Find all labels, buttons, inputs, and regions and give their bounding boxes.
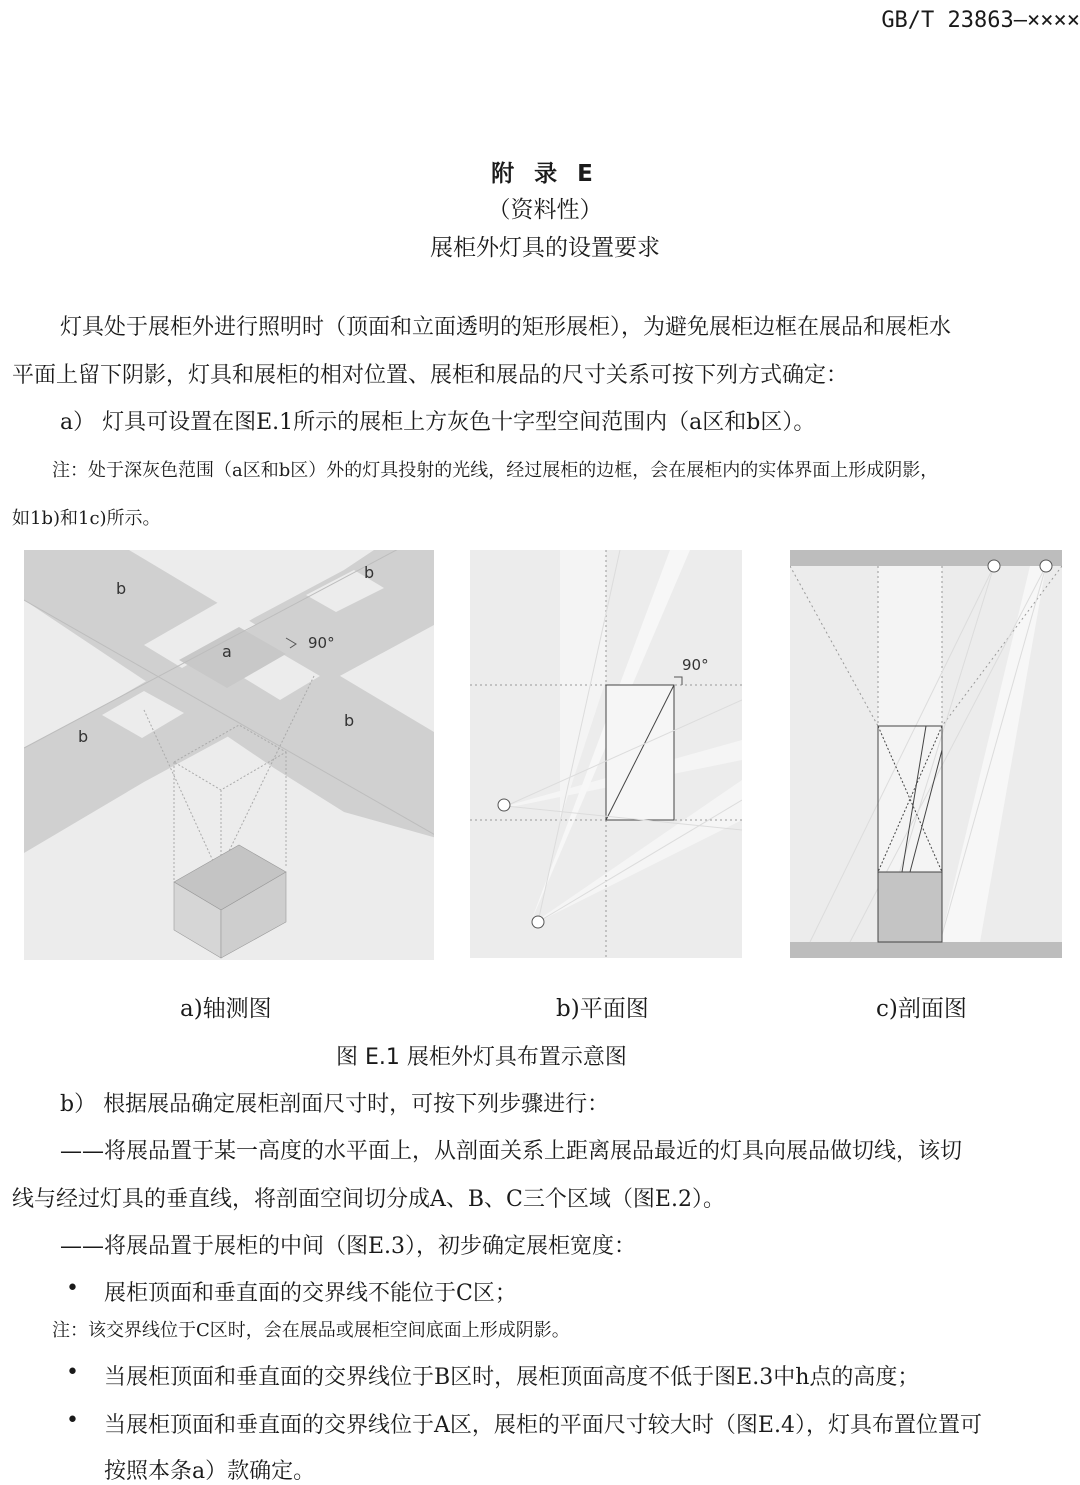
- intro-line-2: 平面上留下阴影，灯具和展柜的相对位置、展柜和展品的尺寸关系可按下列方式确定：: [12, 363, 849, 388]
- intro-line-1: 灯具处于展柜外进行照明时（顶面和立面透明的矩形展柜），为避免展柜边框在展品和展柜水: [60, 315, 952, 340]
- subcaption-a: a)轴测图: [180, 996, 272, 1022]
- label-angle-a: 90°: [308, 634, 335, 652]
- label-b-bottomright: b: [344, 711, 355, 730]
- bullet-2: 当展柜顶面和垂直面的交界线位于B区时，展柜顶面高度不低于图E.3中h点的高度；: [104, 1365, 920, 1390]
- label-b-bottomleft: b: [78, 727, 89, 746]
- bullet-3-line-2: 按照本条a）款确定。: [104, 1459, 316, 1484]
- bullet-1: 展柜顶面和垂直面的交界线不能位于C区；: [104, 1281, 517, 1306]
- figure-c-section: [790, 550, 1062, 958]
- label-angle-b: 90°: [682, 656, 709, 674]
- figure-b-plan: [470, 550, 742, 958]
- label-b-topleft: b: [116, 579, 127, 598]
- step2: ——将展品置于展柜的中间（图E.3），初步确定展柜宽度：: [60, 1234, 637, 1259]
- appendix-subject: 展柜外灯具的设置要求: [430, 235, 660, 261]
- step1-line-1: ——将展品置于某一高度的水平面上，从剖面关系上距离展品最近的灯具向展品做切线，该切: [60, 1139, 963, 1164]
- subcaption-c: c)剖面图: [876, 996, 967, 1022]
- step1-line-2: 线与经过灯具的垂直线，将剖面空间切分成A、B、C三个区域（图E.2）。: [12, 1187, 725, 1212]
- subcaption-b: b)平面图: [556, 996, 649, 1022]
- label-b-topright: b: [364, 563, 375, 582]
- bullet-mark-3: •: [66, 1408, 79, 1433]
- note-a-line-2: 如1b)和1c)所示。: [12, 508, 161, 529]
- appendix-title: 附 录 E: [491, 161, 599, 187]
- appendix-type: （资料性）: [487, 197, 603, 223]
- figure-caption: 图 E.1 展柜外灯具布置示意图: [336, 1045, 627, 1070]
- bullet-mark-2: •: [66, 1360, 79, 1385]
- bullet-mark-1: •: [66, 1276, 79, 1301]
- figure-a-axonometric: [24, 550, 434, 960]
- item-a: a） 灯具可设置在图E.1所示的展柜上方灰色十字型空间范围内（a区和b区）。: [60, 410, 816, 435]
- note-a-line-1: 注：处于深灰色范围（a区和b区）外的灯具投射的光线，经过展柜的边框，会在展柜内的实体界面上形成阴影，: [52, 460, 939, 481]
- note-b: 注：该交界线位于C区时，会在展品或展柜空间底面上形成阴影。: [52, 1320, 570, 1341]
- label-a-center: a: [222, 642, 232, 661]
- item-b: b） 根据展品确定展柜剖面尺寸时，可按下列步骤进行：: [60, 1092, 610, 1117]
- bullet-3-line-1: 当展柜顶面和垂直面的交界线位于A区，展柜的平面尺寸较大时（图E.4），灯具布置位置可: [104, 1413, 982, 1438]
- standard-number: GB/T 23863—××××: [881, 8, 1080, 33]
